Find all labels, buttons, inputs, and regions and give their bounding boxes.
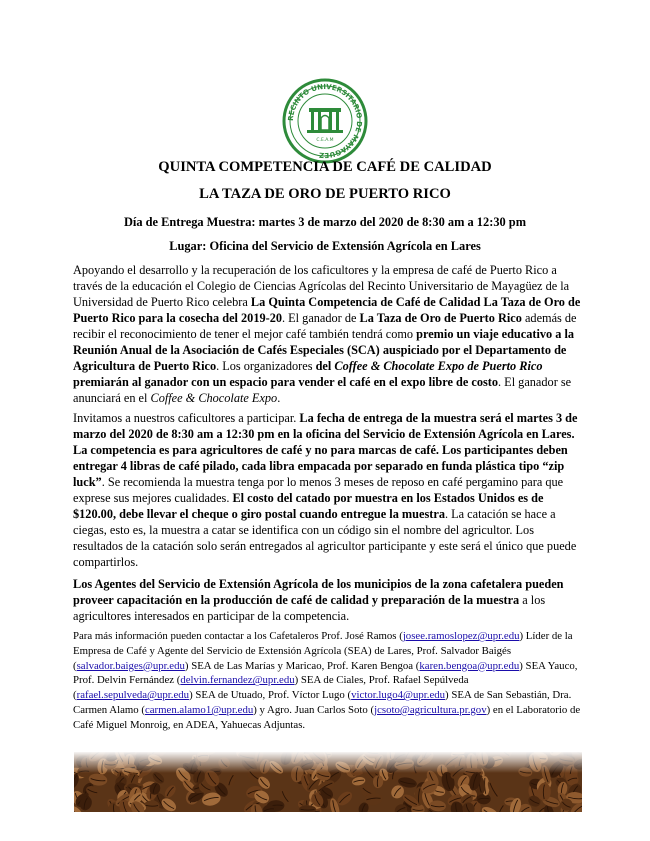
contact-info: Para más información pueden contactar a los Cafetaleros Prof. José Ramos (josee.ramoslopez@upr.edu) Líder de la Empresa de Café y Agente del Servicio de Extensión Agrícola (SEA) de Lares, Prof. Salvador Baigés (salvador.baiges@upr.edu) SEA de Las Marías y Maricao, Prof. Karen Bengoa (karen.bengoa@upr.edu) SEA Yauco, Prof. Delvin Fernández (delvin.fernandez@upr.edu) SEA de Ciales, Prof. Rafael Sepúlveda (rafael.sepulveda@upr.edu) SEA de Utuado, Prof. Víctor Lugo (victor.lugo4@upr.edu) SEA de San Sebastián, Dra. Carmen Alamo (carmen.alamo1@upr.edu) y Agro. Juan Carlos Soto (jcsoto@agricultura.pr.gov) en el Laboratorio de Café Miguel Monroig, en ADEA, Yahuecas Adjuntas. (73, 630, 581, 731)
delivery-date: Día de Entrega Muestra: martes 3 de marzo del 2020 de 8:30 am a 12:30 pm (123, 215, 527, 229)
title-line-2: LA TAZA DE ORO DE PUERTO RICO (199, 186, 451, 202)
email-link-rafael-sepulveda[interactable]: rafael.sepulveda@upr.edu (76, 689, 190, 702)
email-link-juan-carlos-soto[interactable]: jcsoto@agricultura.pr.gov (374, 703, 487, 716)
location: Lugar: Oficina del Servicio de Extensión Agrícola en Lares (169, 239, 481, 253)
email-link-salvador-baiges[interactable]: salvador.baiges@upr.edu (76, 659, 185, 672)
university-seal-logo (282, 78, 368, 164)
agents-paragraph: Los Agentes del Servicio de Extensión Agrícola de los municipios de la zona cafetalera pueden proveer capacitación en la producción de café de calidad y preparación de la muestra a los agricultores interesados en participar de la competencia. (73, 577, 564, 623)
coffee-beans-image (74, 752, 582, 812)
email-link-carmen-alamo[interactable]: carmen.alamo1@upr.edu (144, 703, 254, 716)
seal-inner-text: C.E.A.M (316, 138, 334, 143)
invitation-paragraph: Invitamos a nuestros caficultores a participar. La fecha de entrega de la muestra será el martes 3 de marzo del 2020 de 8:30 am a 12:30 pm en la oficina del Servicio de Extensión Agrícola en Lares. La competencia es para agricultores de café y no para marcas de café. Los participantes deben entregar 4 libras de café pilado, cada libra empacada por separado en funda plástica tipo “zip luck”. Se recomienda la muestra tenga por lo menos 3 meses de reposo en café pergamino para que exprese sus mejores cualidades. El costo del catado por muestra en los Estados Unidos es de $120.00, debe llevar el cheque o giro postal cuando entregue la muestra. La catación se hace a ciegas, esto es, la muestra a catar se identifica con un código sin el nombre del agricultor. Los resultados de la catación solo serán entregados al agricultor participante y este será el único que puede compartirlos. (73, 411, 578, 569)
title-line-1: QUINTA COMPETENCIA DE CAFÉ DE CALIDAD (158, 159, 492, 175)
intro-paragraph: Apoyando el desarrollo y la recuperación de los caficultores y la empresa de café de Puerto Rico a través de la educación el Colegio de Ciencias Agrícolas del Recinto Universitario de Mayagüez de la Universidad de Puerto Rico celebra La Quinta Competencia de Café de Calidad La Taza de Oro de Puerto Rico para la cosecha del 2019-20. El ganador de La Taza de Oro de Puerto Rico además de recibir el reconocimiento de tener el mejor café también tendrá como premio un viaje educativo a la Reunión Anual de la Asociación de Cafés Especiales (SCA) auspiciado por el Departamento de Agricultura de Puerto Rico. Los organizadores del Coffee & Chocolate Expo de Puerto Rico premiarán al ganador con un espacio para vender el café en el expo libre de costo. El ganador se anunciará en el Coffee & Chocolate Expo. (73, 263, 581, 405)
email-link-karen-bengoa[interactable]: karen.bengoa@upr.edu (419, 659, 520, 672)
email-link-jose-ramos[interactable]: josee.ramoslopez@upr.edu (402, 630, 520, 642)
email-link-delvin-fernandez[interactable]: delvin.fernandez@upr.edu (180, 674, 295, 687)
seal-ring-text: RECINTO UNIVERSITARIO DE MAYAGUEZ (286, 82, 364, 160)
email-link-victor-lugo[interactable]: victor.lugo4@upr.edu (351, 689, 446, 702)
